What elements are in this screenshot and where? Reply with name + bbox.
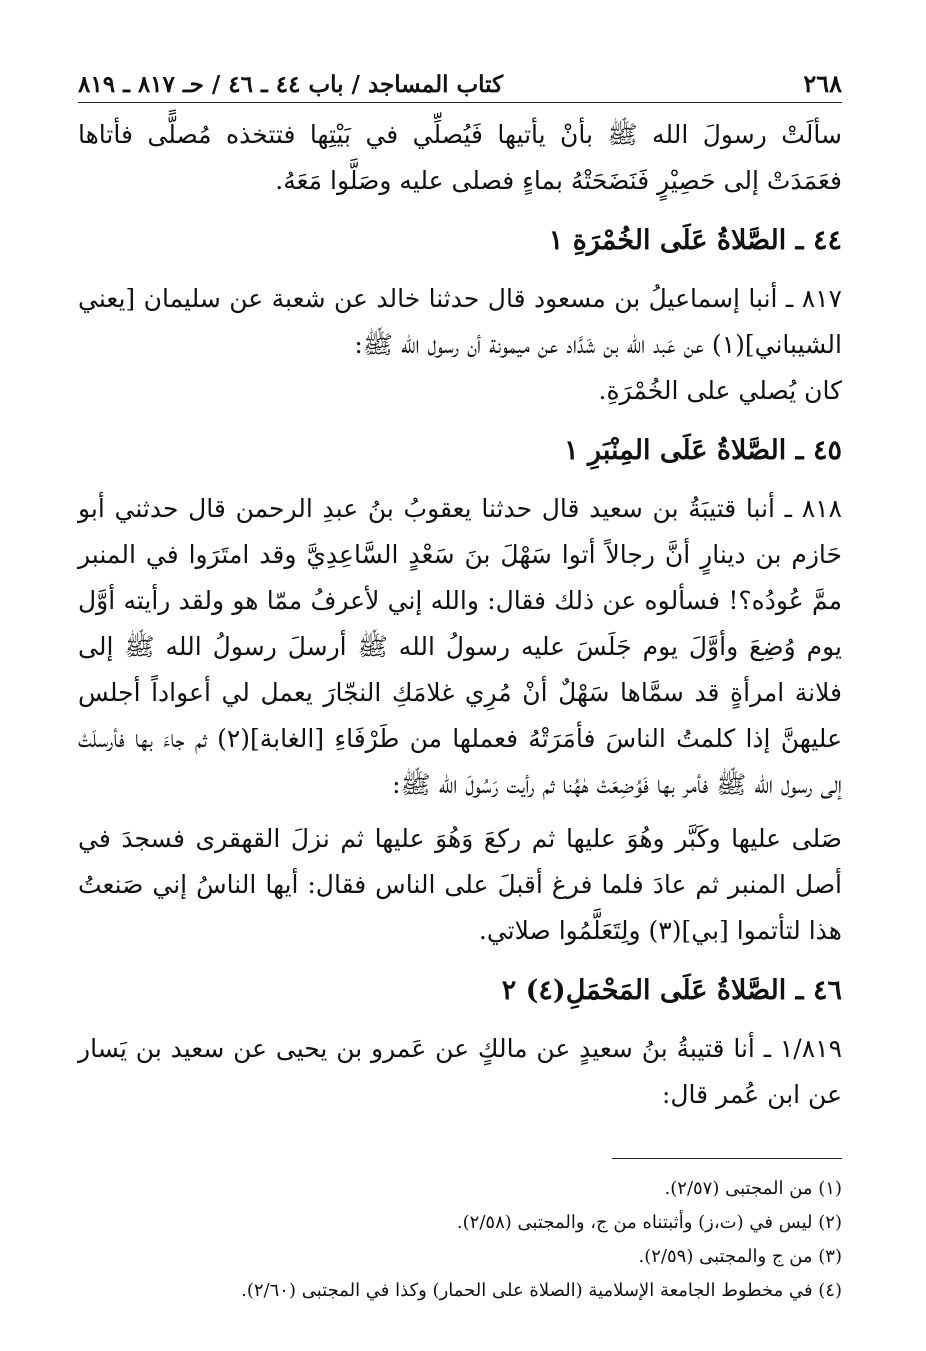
section-heading-45: ٤٥ ـ الصَّلاةُ عَلَى المِنْبَرِ ١	[564, 435, 842, 466]
footnotes	[78, 1172, 842, 1308]
running-header	[78, 58, 842, 103]
hadith-818: ٨١٨ ـ أنبا قتيبَةُ بن سعيد قال حدثنا يعقوبُ بنُ عبدِ الرحمن قال حدثني أبو حَازم بن دينارٍ أنَّ رجالاً أتوا سَهْلَ بنَ سَعْدٍ السَّاعِدِيَّ وقد امتَرَوا في المنبر ممَّ عُودُه؟! فسألوه عن ذلك فقال: والله إني لأعرفُ ممّا هو ولقد رأيته أوَّل يوم وُضِعَ وأوَّلَ يوم جَلَسَ عليه رسولُ الله ﷺ أرسلَ رسولُ الله ﷺ إلى فلانة امرأةٍ قد سمَّاها سَهْلٌ أنْ مُرِي غلامَكِ النجّارَ يعمل لي أعواداً أجلس عليهنَّ إذا كلمتُ الناسَ فأمَرَتْهُ فعملها من طَرْفَاءِ [الغابة](٢) ثم جاءَ بها فأرسلَتْ إلى رسول الله ﷺ فأمر بها فَوُضِعَتْ هٰهُنا ثم رأيت رَسُولَ الله ﷺ:	[78, 494, 842, 799]
hadith-818-matn: صَلى عليها وكَبَّر وهُوَ عليها ثم ركعَ وَهُوَ عليها ثم نزلَ القهقرى فسجدَ في أصل المنبر ثم عادَ فلما فرغ أقبلَ على الناس فقال: أيها الناسُ إني صَنعتُ هذا لتأتموا [بي](٣) ولِتَعَلَّمُوا صلاتي.	[78, 824, 842, 945]
hadith-817: ٨١٧ ـ أنبا إسماعيلُ بن مسعود قال حدثنا خالد عن شعبة عن سليمان [يعني الشيباني](١) عن عَبد الله بن شَدَّاد عن ميمونة أن رسول الله ﷺ:	[78, 284, 842, 359]
footnote-3: (٣) من ج والمجتبى (٢/٥٩).	[638, 1246, 842, 1267]
hadith-817-matn: كان يُصلي على الخُمْرَةِ.	[598, 376, 842, 405]
footnote-1: (١) من المجتبى (٢/٥٧).	[664, 1178, 842, 1199]
hadith-819: ١/٨١٩ ـ أنا قتيبةُ بنُ سعيدٍ عن مالكٍ عن عَمرو بن يحيى عن سعيد بن يَسار عن ابن عُمر قال:	[78, 1034, 842, 1109]
footnote-4: (٤) في مخطوط الجامعة الإسلامية (الصلاة على الحمار) وكذا في المجتبى (٢/٦٠).	[241, 1280, 842, 1301]
footnote-2: (٢) ليس في (ت،ز) وأثبتناه من ج، والمجتبى (٢/٥٨).	[456, 1212, 842, 1233]
section-heading-44: ٤٤ ـ الصَّلاةُ عَلَى الخُمْرَةِ ١	[548, 225, 842, 256]
running-title: كتاب المساجد / باب ٤٤ ـ ٤٦ / حـ ٨١٧ ـ ٨١٩	[78, 71, 504, 98]
section-heading-46: ٤٦ ـ الصَّلاةُ عَلَى المَحْمَلِ(٤) ٢	[501, 975, 842, 1006]
main-text	[78, 112, 842, 1118]
footnote-separator	[612, 1158, 842, 1159]
page-number: ٢٦٨	[803, 69, 842, 98]
paragraph-continuation: سألَتْ رسولَ الله ﷺ بأنْ يأتيها فَيُصلِّي في بَيْتِها فتتخذه مُصلًّى فأتاها فعَمَدَتْ إلى حَصِيْرٍ فَنَضَحَتْهُ بماءٍ فصلى عليه وصَلَّوا مَعَهُ.	[78, 120, 842, 195]
